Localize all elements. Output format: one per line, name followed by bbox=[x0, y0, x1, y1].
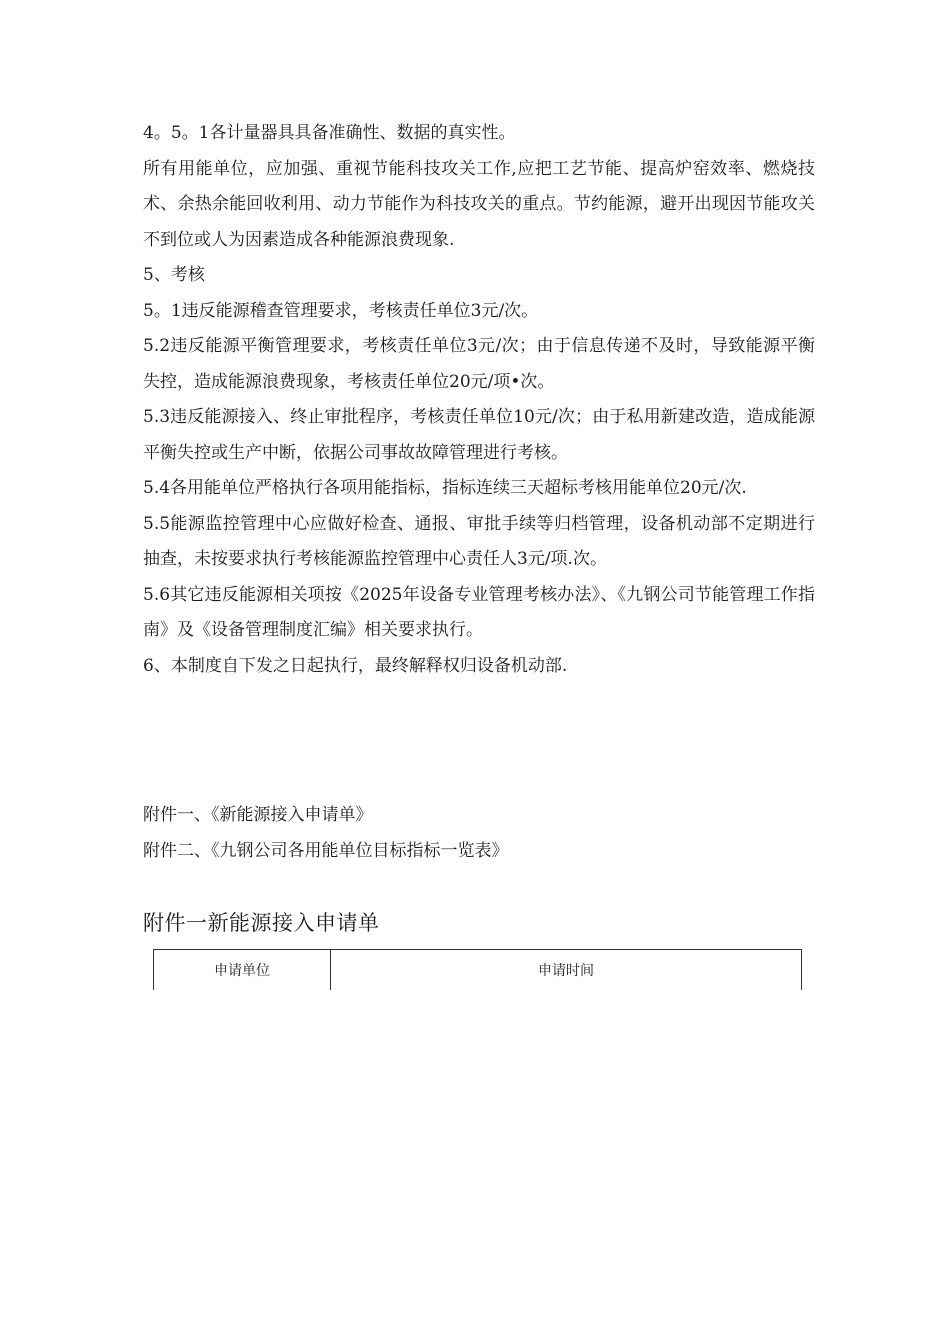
form-title: 附件一新能源接入申请单 bbox=[143, 911, 380, 935]
section-heading-assessment: 5、考核 bbox=[143, 265, 205, 285]
paragraph-4-5-1: 4。5。1各计量器具具备准确性、数据的真实性。 bbox=[143, 123, 516, 143]
table-header-cell: 申请时间 bbox=[330, 950, 802, 990]
application-form-table bbox=[153, 949, 802, 990]
paragraph-5-4: 5.4各用能单位严格执行各项用能指标，指标连续三天超标考核用能单位20元/次. bbox=[143, 478, 747, 498]
paragraph-tech-research: 所有用能单位，应加强、重视节能科技攻关工作,应把工艺节能、提高炉窑效率、燃烧技术、余热余能回收利用、动力节能作为科技攻关的重点。节约能源，避开出现因节能攻关不到位或人为因素造成各种能源浪费现象. bbox=[143, 158, 815, 250]
table-header-cell: 申请单位 bbox=[153, 950, 330, 990]
body-text bbox=[143, 116, 815, 684]
attachment-item: 附件二、《九钢公司各用能单位目标指标一览表》 bbox=[143, 841, 509, 861]
attachment-list bbox=[143, 797, 815, 869]
paragraph-5-1: 5。1违反能源稽查管理要求，考核责任单位3元/次。 bbox=[143, 300, 539, 321]
attachment-item: 附件一、《新能源接入申请单》 bbox=[143, 805, 373, 825]
paragraph-5-6: 5.6其它违反能源相关项按《2025年设备专业管理考核办法》、《九钢公司节能管理工作指南》及《设备管理制度汇编》相关要求执行。 bbox=[143, 584, 815, 640]
paragraph-5-3: 5.3违反能源接入、终止审批程序，考核责任单位10元/次；由于私用新建改造，造成能源平衡失控或生产中断，依据公司事故故障管理进行考核。 bbox=[143, 407, 815, 463]
paragraph-5-5: 5.5能源监控管理中心应做好检查、通报、审批手续等归档管理，设备机动部不定期进行抽查，未按要求执行考核能源监控管理中心责任人3元/项.次。 bbox=[143, 513, 815, 569]
paragraph-5-2: 5.2违反能源平衡管理要求，考核责任单位3元/次；由于信息传递不及时，导致能源平衡失控，造成能源浪费现象，考核责任单位20元/项•次。 bbox=[143, 336, 815, 392]
paragraph-6: 6、本制度自下发之日起执行，最终解释权归设备机动部. bbox=[143, 655, 568, 676]
